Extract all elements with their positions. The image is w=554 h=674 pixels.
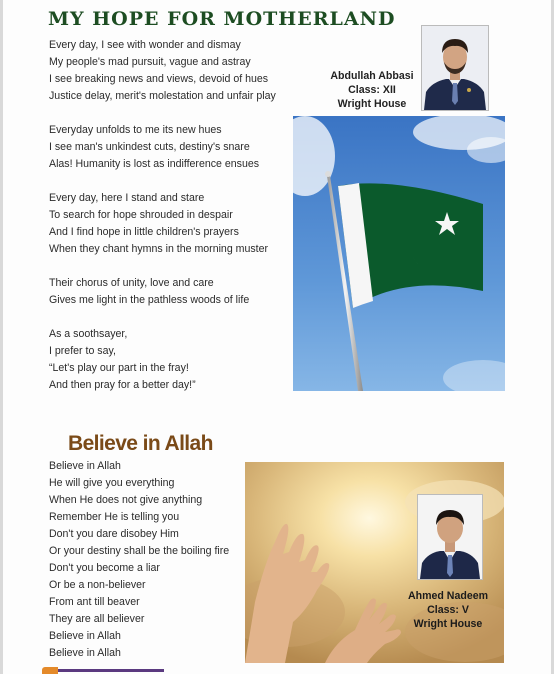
stanza-gap bbox=[49, 309, 276, 326]
poem-line: Gives me light in the pathless woods of life bbox=[49, 294, 250, 306]
poem-line: From ant till beaver bbox=[49, 596, 140, 608]
poem-line: Alas! Humanity is lost as indifference ensues bbox=[49, 158, 260, 170]
author1-house: Wright House bbox=[337, 98, 407, 110]
poem-line: Remember He is telling you bbox=[49, 511, 180, 523]
author2-house: Wright House bbox=[413, 618, 483, 630]
poem-line: Every day, here I stand and stare bbox=[49, 192, 205, 204]
poem2-title: Believe in Allah bbox=[68, 432, 213, 455]
poem-line: “Let's play our part in the fray! bbox=[49, 362, 189, 374]
poem-line: I see man's unkindest cuts, destiny's snare bbox=[49, 141, 250, 153]
poem-line: Don't you become a liar bbox=[49, 562, 160, 574]
poem-line: As a soothsayer, bbox=[49, 328, 128, 340]
poem-line: Don't you dare disobey Him bbox=[49, 528, 179, 540]
footer-accent-purple bbox=[58, 669, 164, 672]
author1-class: Class: XII bbox=[348, 84, 396, 96]
author1-caption bbox=[322, 69, 422, 111]
author2-name: Ahmed Nadeem bbox=[407, 590, 489, 602]
page-edge-left bbox=[0, 0, 3, 674]
pakistan-flag-image bbox=[293, 116, 505, 391]
stanza-gap bbox=[49, 173, 276, 190]
author2-class: Class: V bbox=[427, 604, 469, 616]
poem-line: Or be a non-believer bbox=[49, 579, 146, 591]
poem-line: And I find hope in little children's prayers bbox=[49, 226, 239, 238]
poem-line: I prefer to say, bbox=[49, 345, 116, 357]
poem-line: Or your destiny shall be the boiling fire bbox=[49, 545, 230, 557]
author2-caption bbox=[401, 589, 495, 631]
stanza-gap bbox=[49, 258, 276, 275]
poem-line: When they chant hymns in the morning muster bbox=[49, 243, 269, 255]
poem1-title: MY HOPE FOR MOTHERLAND bbox=[48, 8, 396, 30]
footer-accent-orange bbox=[42, 667, 58, 674]
poem-line: Believe in Allah bbox=[49, 630, 121, 642]
poem-line: My people's mad pursuit, vague and astray bbox=[49, 56, 251, 68]
poem-line: I see breaking news and views, devoid of hues bbox=[49, 73, 269, 85]
poem-line: Every day, I see with wonder and dismay bbox=[49, 39, 241, 51]
poem-line: When He does not give anything bbox=[49, 494, 203, 506]
poem-line: He will give you everything bbox=[49, 477, 175, 489]
poem-line: Their chorus of unity, love and care bbox=[49, 277, 214, 289]
poem-line: To search for hope shrouded in despair bbox=[49, 209, 233, 221]
poem-line: Justice delay, merit's molestation and unfair play bbox=[49, 90, 276, 102]
author2-photo bbox=[417, 494, 483, 580]
poem-line: And then pray for a better day!” bbox=[49, 379, 196, 391]
poem-line: Believe in Allah bbox=[49, 647, 121, 659]
author1-name: Abdullah Abbasi bbox=[330, 70, 414, 82]
poem-line: Believe in Allah bbox=[49, 460, 121, 472]
poem-line: They are all believer bbox=[49, 613, 145, 625]
poem-line: Everyday unfolds to me its new hues bbox=[49, 124, 222, 136]
author1-photo bbox=[421, 25, 489, 111]
footer-accent-bar bbox=[42, 667, 164, 674]
poem2-body bbox=[49, 458, 229, 662]
stanza-gap bbox=[49, 105, 276, 122]
poem1-body bbox=[49, 37, 276, 394]
